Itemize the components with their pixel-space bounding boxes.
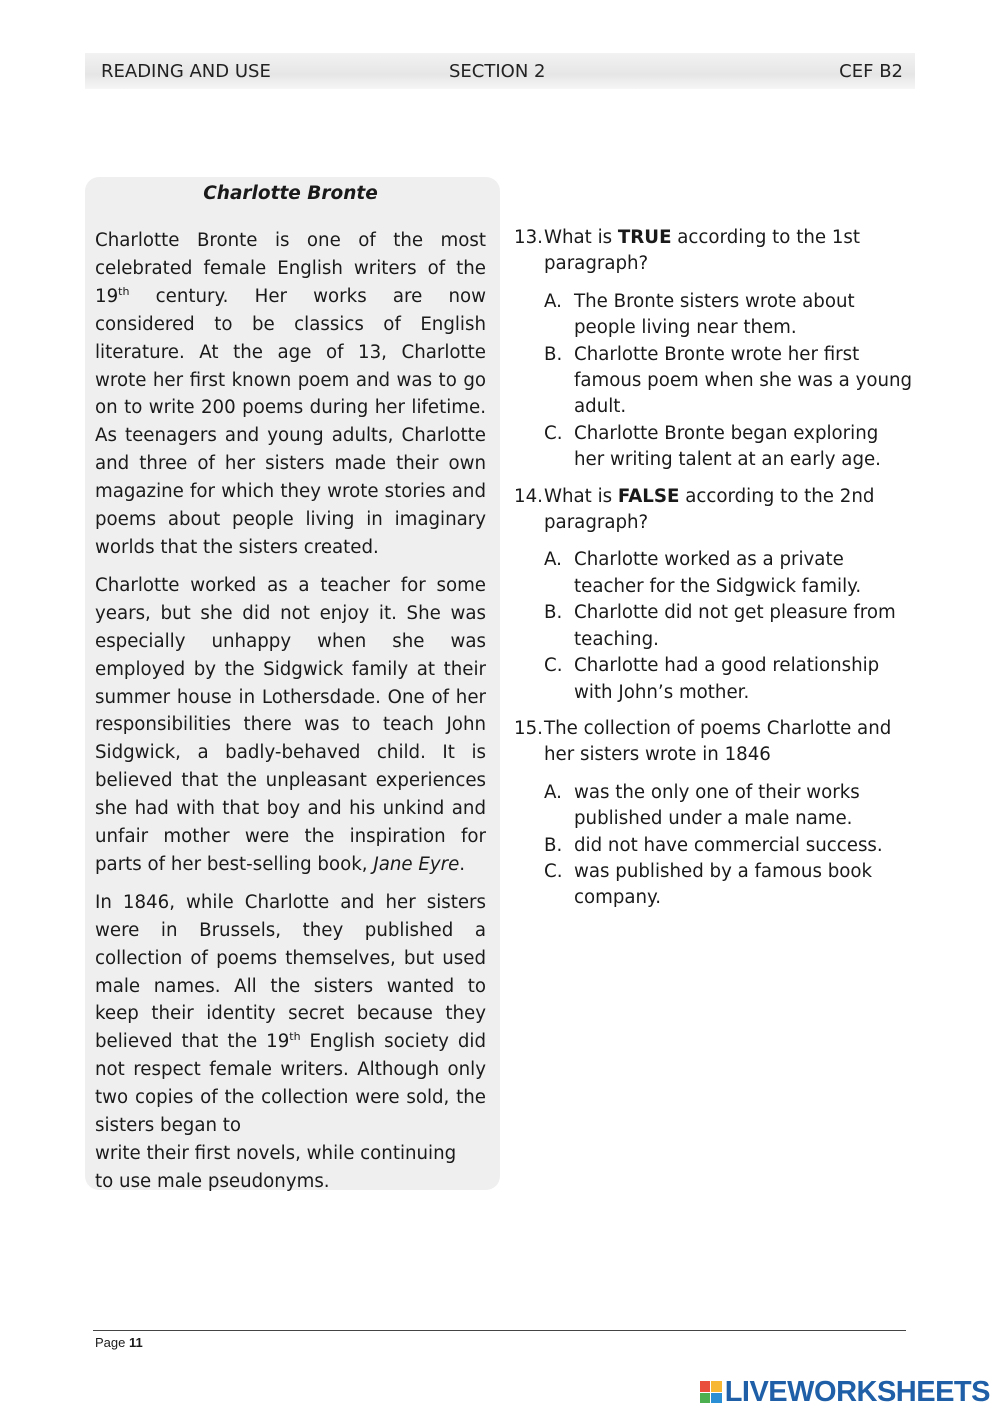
logo-text: LIVEWORKSHEETS (724, 1375, 990, 1408)
option-letter: A. (544, 290, 562, 312)
passage-paragraph-3 (95, 889, 486, 1140)
ordinal-suffix: th (118, 284, 130, 298)
question-list (514, 225, 914, 922)
question-13 (514, 225, 914, 474)
option-text: Charlotte Bronte began exploring her writing talent at an early age. (574, 422, 881, 471)
book-title: Jane Eyre (373, 853, 460, 875)
paragraph-3-text-b: English society did not respect female writers. Although only two copies of the collection were sold, the sisters began to (95, 1031, 486, 1137)
option-text: Charlotte did not get pleasure from teaching. (574, 602, 896, 650)
option-letter: C. (544, 860, 563, 882)
question-stem: The collection of poems Charlotte and her sisters wrote in 1846 (544, 717, 892, 766)
header-section-label: SECTION 2 (449, 61, 546, 82)
liveworksheets-logo (700, 1376, 990, 1408)
question-number: 13. (514, 227, 543, 248)
option-text: was the only one of their works published under a male name. (574, 781, 860, 830)
liveworksheets-badge-icon (700, 1381, 722, 1403)
question-number: 14. (514, 485, 543, 507)
page-number: 11 (129, 1335, 143, 1350)
option-text: Charlotte had a good relationship with John’s mother. (574, 655, 880, 703)
badge-square-red (700, 1381, 711, 1392)
page-header (85, 53, 915, 89)
answer-options (514, 547, 914, 705)
option-letter: C. (544, 655, 563, 677)
option-15-c[interactable] (544, 859, 914, 912)
question-14 (514, 484, 914, 706)
paragraph-3-text-a: In 1846, while Charlotte and her sisters were in Brussels, they published a collection of poems themselves, but used male names. All the sisters wanted to keep their identity secret because they believed that the 19 (95, 891, 486, 1053)
question-stem-end: according to the 1st paragraph? (544, 227, 861, 275)
paragraph-3-tail (95, 1140, 486, 1196)
option-14-b[interactable] (544, 600, 914, 653)
option-15-b[interactable] (544, 833, 914, 859)
option-letter: C. (544, 422, 563, 444)
header-level-label: CEF B2 (839, 61, 903, 82)
question-stem (544, 225, 914, 278)
answer-options (514, 780, 914, 912)
question-15 (514, 716, 914, 912)
answer-options (514, 289, 914, 474)
badge-square-blue (711, 1393, 722, 1404)
page-footer (95, 1335, 143, 1350)
paragraph-2-end: . (459, 853, 466, 875)
question-number: 15. (514, 717, 543, 739)
option-13-c[interactable] (544, 421, 914, 474)
option-letter: A. (544, 781, 562, 803)
option-letter: B. (544, 602, 563, 624)
question-stem-start: What is (544, 227, 618, 248)
option-text: Charlotte worked as a private teacher for the Sidgwick family. (574, 549, 862, 597)
option-text: Charlotte Bronte wrote her first famous poem when she was a young adult. (574, 343, 913, 418)
reading-passage (85, 177, 500, 1190)
option-14-c[interactable] (544, 653, 914, 706)
paragraph-1-text-a: Charlotte Bronte is one of the most celebrated female English writers of the 19 (95, 230, 486, 307)
paragraph-3-tail-line-1: write their first novels, while continuing (95, 1143, 457, 1164)
ordinal-suffix: th (289, 1030, 301, 1044)
badge-square-green (700, 1393, 711, 1404)
option-text: The Bronte sisters wrote about people living near them. (574, 290, 855, 339)
page-label: Page (95, 1335, 126, 1350)
question-stem-start: What is (544, 485, 618, 507)
option-15-a[interactable] (544, 780, 914, 833)
header-left-label: READING AND USE (101, 61, 271, 82)
option-letter: B. (544, 343, 563, 365)
option-13-a[interactable] (544, 289, 914, 342)
option-letter: B. (544, 834, 563, 856)
option-14-a[interactable] (544, 547, 914, 600)
question-stem-end: according to the 2nd paragraph? (544, 485, 875, 534)
footer-divider (93, 1330, 906, 1331)
paragraph-2-text: Charlotte worked as a teacher for some years, but she did not enjoy it. She was especially unhappy when she was employed by the Sidgwick family at their summer house in Lothersdade. One of her responsibilities there was to teach John Sidgwick, a badly-behaved child. It is believed that the unpleasant experiences she had with that boy and his unkind and unfair mother were the inspiration for parts of her best-selling book, (95, 574, 486, 875)
passage-paragraph-1 (95, 227, 486, 562)
question-emphasis: TRUE (617, 227, 672, 248)
passage-paragraph-2 (95, 572, 486, 879)
paragraph-1-text-b: century. Her works are now considered to be classics of English literature. At the age of 13, Charlotte wrote her first known poem and was to go on to write 200 poems during her lifetime. As teenagers and young adults, Charlotte and three of her sisters made their own magazine for which they wrote stories and poems about people living in imaginary worlds that the sisters created. (95, 285, 486, 558)
option-text: was published by a famous book company. (574, 860, 873, 909)
badge-square-yellow (711, 1381, 722, 1392)
question-emphasis: FALSE (617, 485, 680, 507)
paragraph-3-tail-line-2: to use male pseudonyms. (95, 1170, 330, 1192)
passage-title: Charlotte Bronte (203, 183, 378, 204)
option-text: did not have commercial success. (574, 834, 883, 856)
option-letter: A. (544, 549, 562, 571)
question-stem (544, 484, 914, 537)
option-13-b[interactable] (544, 342, 914, 421)
